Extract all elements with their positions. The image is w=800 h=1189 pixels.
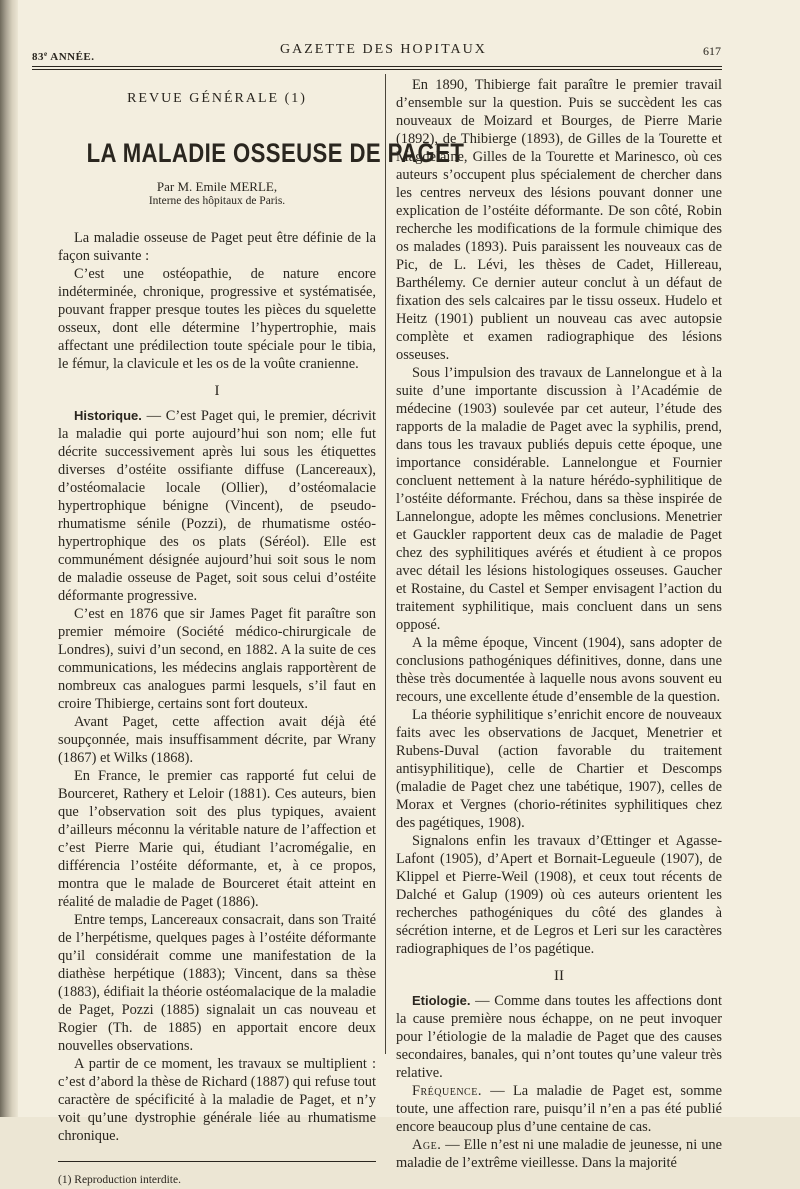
footnote: (1) Reproduction interdite. (58, 1174, 181, 1186)
section-heading: REVUE GÉNÉRALE (1) (127, 91, 307, 106)
historique-paragraph: En France, le premier cas rapporté fut celui de Bourceret, Rathery et Leloir (1881). Ces auteurs, bien que l’observation soit des plus typiques, avaient d’ailleurs méconnu la véritable nature de l’affection et c’est Pierre Marie qui, étudiant l’acromégalie, en différencia l’ostéite déformante, et, à ce propos, montra que le malade de Bourceret était atteint en réalité de maladie de Paget (1886). (58, 768, 376, 910)
historique-paragraph: La théorie syphilitique s’enrichit encore de nouveaux faits avec les observations de Jacquet, Menetrier et Rubens-Duval (action favorable du traitement antisyphilitique), celle de Chartier et Descomps (maladie de Paget chez une tabétique, 1907), celles de Morax et Vergnes (chorio-rétinites syphilitiques chez des pagétiques, 1908). (396, 707, 722, 831)
author-affiliation: Interne des hôpitaux de Paris. (148, 195, 286, 207)
historique-paragraph: Signalons enfin les travaux d’Œttinger et Agasse-Lafont (1905), d’Apert et Bornait-Legueule (1907), de Klippel et Pierre-Weil (1908), et ceux tout récents de Dalché et Galup (1909) où ces auteurs orientent les recherches pathogéniques du côté des glandes à sécrétion interne, et de Legros et Leri sur les caractères radiographiques de l’os pagétique. (396, 833, 722, 957)
historique-paragraph: A la même époque, Vincent (1904), sans adopter de conclusions pathogéniques définitives, donne, dans une thèse très documentée à laquelle nous avons souvent eu recours, une excellente étude d’ensemble de la question. (396, 635, 722, 705)
historique-paragraph: En 1890, Thibierge fait paraître le premier travail d’ensemble sur la question. Puis se succèdent les cas nouveaux de Moizard et Bourges, de Pierre Marie (1892), de Thibierge (1893), de Gilles de la Tourette et Magdelaine, Gilles de la Tourette et Marinesco, où ces auteurs s’occupent plus spécialement de chercher dans les centres nerveux des lésions pouvant donner une explication de l’ostéite déformante. De son côté, Robin recherche les modifications de la formule chimique des os malades (1893). Puis paraissent les nouveaux cas de Pic, de L. Lévi, les thèses de Cadet, Hillereau, Barthélemy. Ce dernier auteur conclut à un défaut de fixation des sels calcaires par le tissu osseux. Hudelo et Heitz (1901) publient un nouveau cas avec autopsie complète et examen radiographique des lésions osseuses. (396, 77, 722, 363)
historique-paragraph: Sous l’impulsion des travaux de Lannelongue et à la suite d’une importante discussion à l’Académie de médecine (1903) soulevée par cet auteur, l’étude des rapports de la maladie de Paget avec la syphilis, prend, dans tous les travaux publiés depuis cette époque, une importance considérable. Lannelongue et Fournier concluent nettement à la nature hérédo-syphilitique de l’ostéite déformante. Fréchou, dans sa thèse inspirée de Lannelongue, adopte les mêmes conclusions. Menetrier et Gauckler rapportent deux cas de maladie de Paget chez des syphilitiques avérés et étudient à ce propos avec détail les lésions histologiques osseuses. Gaucher et Rostaine, du Castel et Semper envisagent l’action du traitement syphilitique, mais concluent dans un sens opposé. (396, 365, 722, 633)
frequence-heading: Fréquence. (412, 1083, 482, 1099)
header-page-number: 617 (703, 44, 721, 58)
header-journal-title: GAZETTE DES HOPITAUX (280, 42, 487, 57)
age-heading: Age. (412, 1137, 442, 1153)
author-byline: Par M. Emile MERLE, (156, 179, 278, 194)
historique-paragraph: C’est en 1876 que sir James Paget fit paraître son premier mémoire (Société médico-chirurgicale de Londres), suivi d’un second, en 1882. A la suite de ces communications, les médecins anglais rapportèrent de nombreux cas analogues parmi lesquels, s’il faut en croire Thibierge, certains sont fort douteux. (58, 606, 376, 712)
header-year: 83e ANNÉE. (32, 50, 95, 63)
historique-paragraph: Historique. — C’est Paget qui, le premier, décrivit la maladie qui porte aujourd’hui son nom; elle fut décrite successivement après lui sous les étiquettes diverses d’ostéite ossifiante diffuse (Lancereaux), d’ostéomalacie locale (Ollier), d’ostéomalacie hypertrophique bénigne (Vincent), de pseudo-rhumatisme sénile (Pozzi), de rhumatisme ostéo-hypertrophique des os plats (Séréol). Elle est communément désignée aujourd’hui soit sous le nom de maladie osseuse de Paget, soit sous celui d’ostéite déformante progressive. (58, 408, 376, 604)
footnote-rule (58, 1161, 376, 1162)
part-numeral: I (214, 383, 220, 399)
etiologie-heading: Etiologie. (412, 993, 471, 1008)
intro-paragraph: La maladie osseuse de Paget peut être définie de la façon suivante : (58, 230, 376, 264)
frequence-paragraph: Fréquence. — La maladie de Paget est, somme toute, une affection rare, puisqu’il n’en a pas été publié encore beaucoup plus d’une centaine de cas. (396, 1083, 722, 1135)
etiologie-paragraph: Etiologie. — Comme dans toutes les affections dont la cause première nous échappe, on ne peut invoquer pour l’étiologie de la maladie de Paget que des causes secondaires, banales, qui n’ont toutes qu’une valeur très relative. (396, 993, 722, 1081)
intro-paragraph: C’est une ostéopathie, de nature encore indéterminée, chronique, progressive et systématisée, pouvant frapper presque toutes les pièces du squelette osseux, dont elle détermine l’hypertrophie, mais affectant une prédilection toute spéciale pour le tibia, le fémur, la clavicule et les os de la voûte cranienne. (58, 266, 376, 372)
historique-paragraph: Avant Paget, cette affection avait déjà été soupçonnée, mais insuffisamment décrite, par Wrany (1867) et Wilks (1868). (58, 714, 376, 766)
historique-heading: Historique. (74, 408, 142, 423)
article-title: LA MALADIE OSSEUSE DE PAGET (86, 138, 465, 168)
header-rule (32, 66, 722, 67)
part-numeral: II (554, 968, 564, 984)
age-paragraph: Age. — Elle n’est ni une maladie de jeunesse, ni une maladie de l’extrême vieillesse. Dans la majorité (396, 1137, 722, 1171)
page-binding-shadow (0, 0, 18, 1117)
historique-paragraph: A partir de ce moment, les travaux se multiplient : c’est d’abord la thèse de Richard (1887) qui refuse tout caractère de spécificité à la maladie de Paget, et n’y voit qu’une dystrophie générale liée au rhumatisme chronique. (58, 1056, 376, 1144)
historique-paragraph: Entre temps, Lancereaux consacrait, dans son Traité de l’herpétisme, quelques pages à l’ostéite déformante qu’il considérait comme une manifestation de la diathèse herpétique (1883); Vincent, dans sa thèse (1883), édifiait la théorie ostéomalacique de la maladie de Paget, Pozzi (1885) signalait un cas nouveau et Rogier (Th. de 1885) en apportait encore deux nouvelles observations. (58, 912, 376, 1054)
right-column (396, 76, 722, 1172)
column-divider (385, 74, 386, 1054)
header-rule (32, 69, 722, 70)
